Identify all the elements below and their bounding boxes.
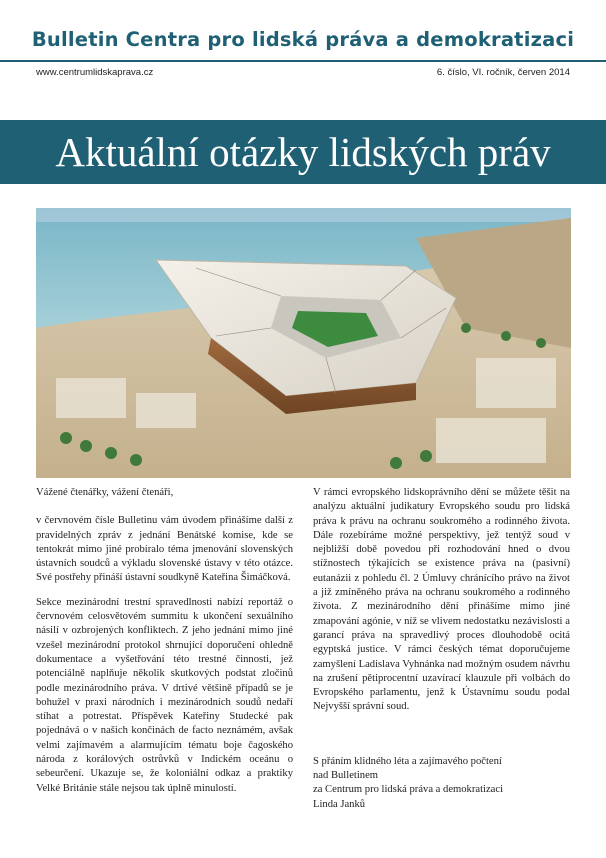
issue-info: 6. číslo, VI. ročník, červen 2014 — [436, 67, 570, 78]
article-paragraph: v červnovém čísle Bulletinu vám úvodem přinášíme další z pravidelných zpráv z jednání Benátské komise, kde se tentokrát mimo jiné probíralo téma jmenování slovenských ústavních soudců a výkladu slovenské ústavy v této otázce. Své postřehy přináší ústavní soudkyně Kateřina Šimáčková. — [36, 515, 293, 584]
title-banner — [0, 120, 606, 184]
signoff — [313, 755, 570, 812]
article-column-right — [313, 486, 570, 812]
article-paragraph: V rámci evropského lidskoprávního dění se můžete těšit na analýzu aktuální judikatury Evropského soudu pro lidská práva k právu na ochranu soukromého a rodinného života. Dále rozebíráme možné perspektivy, jež tentýž soud v nejbližší době povedou při rozhodování hned o dvou stížnostech týkajících se existence práva na (pasivní) eutanázii z pohledu čl. 2 Úmluvy chránícího právo na život a již zmíněného práva na ochranu soukromého a rodinného života. Z mezinárodního dění přinášíme mimo jiné zmapování agónie, v níž se vlivem nedostatku nezávislosti a garancí práva na spravedlivý proces dlouhodobě ocitá egyptská justice. V rámci českých témat doporučujeme zamyšlení Ladislava Vyhnánka nad možným osudem návrhu na zrušení pětiprocentní uzavírací klauzule při volbách do Evropského parlamentu, jenž k Ústavnímu soudu podal Nejvyšší správní soud. — [313, 487, 570, 713]
signoff-line: nad Bulletinem — [313, 770, 379, 782]
bulletin-title: Bulletin Centra pro lidská práva a demokratizaci — [31, 28, 575, 51]
stadium-image — [36, 208, 571, 478]
signoff-author: Linda Janků — [313, 798, 366, 810]
header-rule — [0, 60, 606, 62]
article-paragraph: Sekce mezinárodní trestní spravedlnosti nabízí reportáž o červnovém celosvětovém summitu k ukončení sexuálního násilí v ozbrojených konfliktech. Z jeho jednání mimo jiné vzešel mezinárodní protokol shrnující doporučení ohledně dokumentace a vyšetřování této trestné činnosti, jež potenciálně naplňuje několik skutkových podstat zločinů podle mezinárodního práva. V drtivé většině případů se je bohužel v praxi národních i mezinárodních soudů nedaří stíhat a potrestat. Příspěvek Kateřiny Studecké pak pojednává o v našich končinách de facto neznámém, avšak velmi zajímavém a alarmujícím tématu boje čagoského národa z korálových ostrůvků v Indickém oceánu o sebeurčení. Ukazuje se, že koloniální odkaz a praktiky Velké Británie stále nejsou tak úplně minulostí. — [36, 596, 293, 794]
signoff-line: za Centrum pro lidská práva a demokratizaci — [313, 784, 504, 796]
page-title: Aktuální otázky lidských práv — [55, 129, 551, 175]
signoff-line: S přáním klidného léta a zajímavého počtení — [313, 755, 502, 767]
website-url[interactable]: www.centrumlidskaprava.cz — [36, 67, 154, 78]
article-column-left — [36, 486, 293, 806]
greeting: Vážené čtenářky, vážení čtenáři, — [36, 487, 174, 498]
